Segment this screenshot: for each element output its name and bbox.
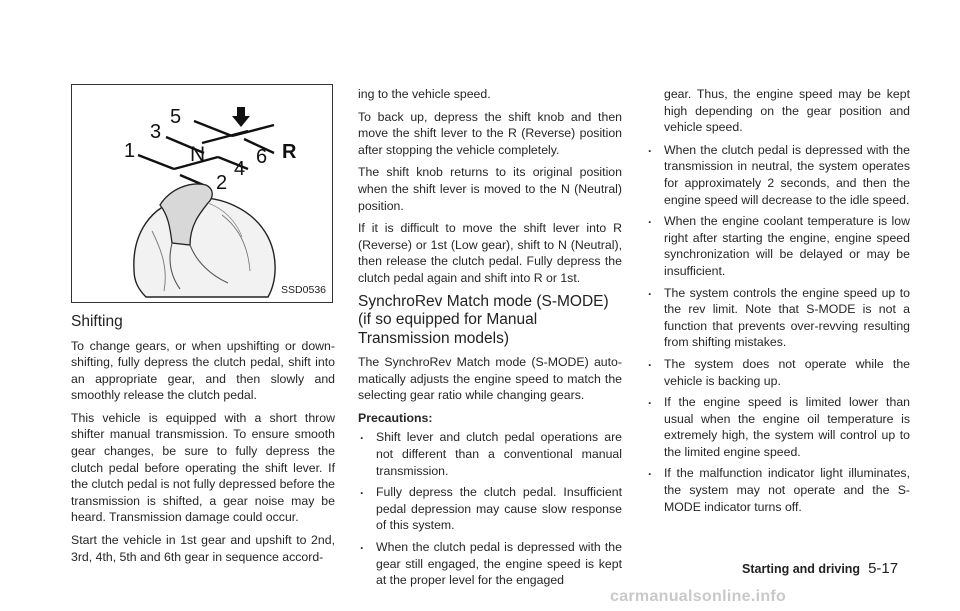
list-item: . The system does not operate while the vehicle is backing up. <box>646 356 910 389</box>
precautions-list-continued <box>646 142 910 515</box>
column-2 <box>358 86 622 594</box>
gear-label-4: 4 <box>234 158 246 180</box>
gear-label-n: N <box>190 143 206 166</box>
column-1 <box>71 84 335 571</box>
page-number: 5-17 <box>868 560 899 577</box>
watermark: carmanualsonline.info <box>610 588 787 605</box>
list-item: . The system controls the engine speed up to the rev limit. Note that S-MODE is not a function that prevents over-revving resulting from shifting mistakes. <box>646 285 910 351</box>
section-heading-s-mode: SynchroRev Match mode (S-MODE) (if so equipped for Manual Transmission models) <box>358 292 609 347</box>
list-item: . Shift lever and clutch pedal operations are not different than a conventional manual transmission. <box>358 429 622 479</box>
section-heading-shifting: Shifting <box>71 313 123 330</box>
gear-label-1: 1 <box>124 140 136 162</box>
paragraph: To change gears, or when upshifting or down-shifting, fully depress the clutch pedal, shift into an appropriate gear, and then slowly and smoothly release the clutch pedal. <box>71 338 335 403</box>
page-footer <box>742 560 898 577</box>
shift-pattern-figure <box>71 84 333 303</box>
paragraph: The SynchroRev Match mode (S-MODE) auto-matically adjusts the engine speed to match the selecting gear ratio while changing gears. <box>358 355 622 403</box>
paragraph: gear. Thus, the engine speed may be kept high depending on the gear position and vehicle speed. <box>664 87 910 135</box>
list-item: . When the clutch pedal is depressed with the transmission in neutral, the system operates for approximately 2 seconds, and then the engine speed will decrease to the idle speed. <box>646 142 910 208</box>
gear-label-3: 3 <box>150 121 162 143</box>
list-item: . If the engine speed is limited lower than usual when the engine oil temperature is extremely high, the system will control up to the limited engine speed. <box>646 394 910 460</box>
paragraph: ing to the vehicle speed. <box>358 87 491 101</box>
figure-caption: SSD0536 <box>281 284 326 297</box>
paragraph: The shift knob returns to its original position when the shift lever is moved to the N (Neutral) position. <box>358 165 622 213</box>
precautions-list <box>358 429 622 588</box>
column-3 <box>646 86 910 520</box>
list-item: . When the engine coolant temperature is low right after starting the engine, engine speed synchronization will be delayed or may be insufficient. <box>646 213 910 279</box>
shift-boot-icon <box>134 184 275 297</box>
list-item: . When the clutch pedal is depressed with the gear still engaged, the engine speed is kept at the proper level for the engaged <box>358 539 622 589</box>
section-name: Starting and driving <box>742 562 861 576</box>
paragraph: If it is difficult to move the shift lever into R (Reverse) or 1st (Low gear), shift to N (Neutral), then release the clutch pedal. Fully depress the clutch pedal again and shift into R or 1st. <box>358 221 622 285</box>
list-item: . Fully depress the clutch pedal. Insufficient pedal depression may cause slow response of this system. <box>358 484 622 534</box>
list-item: . If the malfunction indicator light illuminates, the system may not operate and the S-MODE indicator turns off. <box>646 465 910 515</box>
paragraph: Start the vehicle in 1st gear and upshift to 2nd, 3rd, 4th, 5th and 6th gear in sequence accord- <box>71 533 335 564</box>
paragraph: This vehicle is equipped with a short throw shifter manual transmission. To ensure smooth gear changes, be sure to fully depress the clutch pedal before operating the shift lever. If the clutch pedal is not fully depressed before the transmission is shifted, a gear noise may be heard. Transmission damage could occur. <box>71 410 335 525</box>
down-arrow-icon <box>232 107 250 127</box>
paragraph: To back up, depress the shift knob and then move the shift lever to the R (Reverse) position after stopping the vehicle completely. <box>358 109 622 157</box>
gear-label-2: 2 <box>216 172 228 194</box>
shift-pattern-illustration <box>72 85 334 304</box>
gear-label-6: 6 <box>256 146 268 168</box>
gear-label-5: 5 <box>170 106 182 128</box>
precautions-label: Precautions: <box>358 410 433 425</box>
gear-label-r: R <box>282 141 297 163</box>
